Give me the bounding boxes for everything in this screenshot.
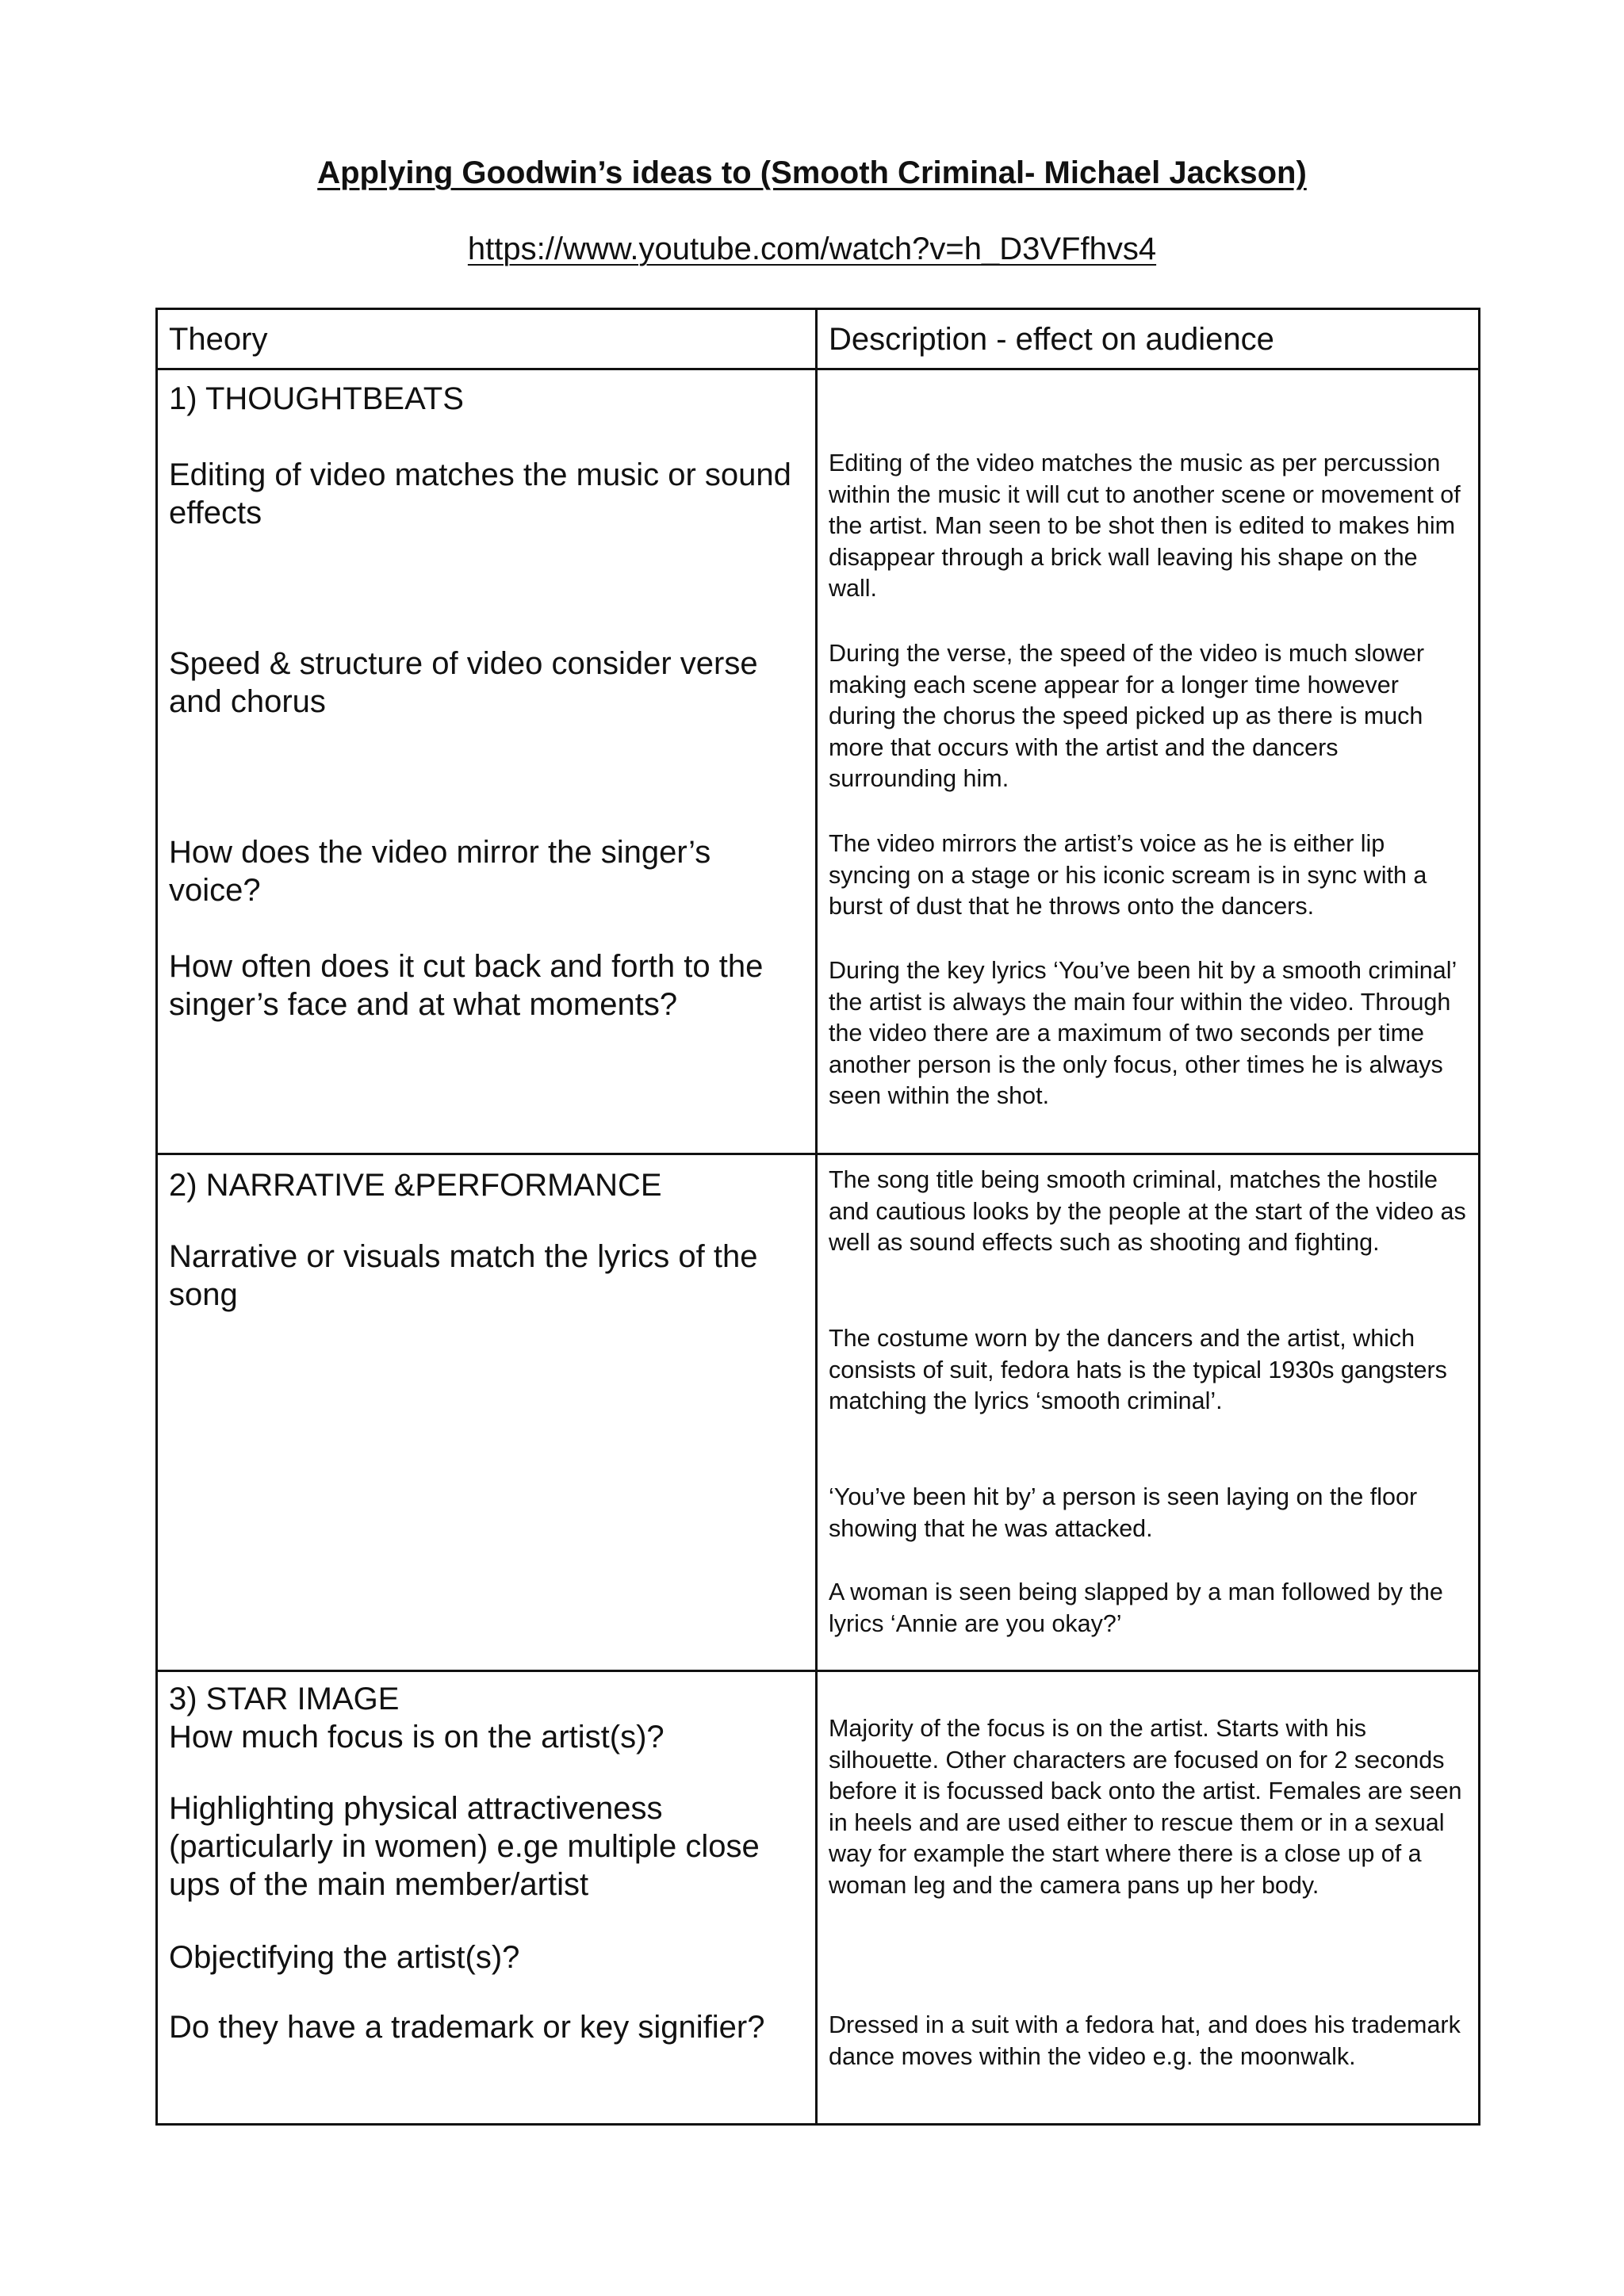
goodwin-analysis-table (155, 308, 1480, 2126)
table-row-thoughtbeats (157, 369, 1480, 1154)
description-paragraph: A woman is seen being slapped by a man followed by the lyrics ‘Annie are you okay?’ (829, 1578, 1443, 1637)
description-paragraph: The video mirrors the artist’s voice as he is either lip syncing on a stage or his iconic scream is in sync with a burst of dust that he throws onto the dancers. (829, 830, 1427, 920)
theory-heading: 2) NARRATIVE &PERFORMANCE (169, 1168, 662, 1203)
description-paragraph: During the key lyrics ‘You’ve been hit by a smooth criminal’ the artist is always the main four within the video. Through the video there are a maximum of two seconds per time another person is the only focus, other times he is always seen within the shot. (829, 957, 1457, 1109)
theory-heading: 3) STAR IMAGE (169, 1682, 400, 1716)
theory-point: How often does it cut back and forth to the singer’s face and at what moments? (169, 949, 764, 1022)
description-cell (817, 1154, 1480, 1671)
theory-point: Narrative or visuals match the lyrics of the song (169, 1239, 758, 1312)
theory-cell (157, 1154, 817, 1671)
theory-point: Speed & structure of video consider verse and chorus (169, 646, 758, 719)
description-paragraph: The song title being smooth criminal, matches the hostile and cautious looks by the people at the start of the video as well as sound effects such as shooting and fighting. (829, 1166, 1466, 1256)
header-description: Description - effect on audience (817, 309, 1480, 369)
theory-point: Editing of video matches the music or sound effects (169, 457, 791, 530)
theory-point: Do they have a trademark or key signifier? (169, 2010, 765, 2045)
table-header-row (157, 309, 1480, 369)
description-paragraph: ‘You’ve been hit by’ a person is seen laying on the floor showing that he was attacked. (829, 1483, 1418, 1542)
table-row-narrative-performance (157, 1154, 1480, 1671)
theory-point: How does the video mirror the singer’s voice? (169, 835, 711, 908)
description-paragraph: During the verse, the speed of the video is much slower making each scene appear for a longer time however during the chorus the speed picked up as there is much more that occurs with the artist and the dancers surrounding him. (829, 640, 1425, 792)
theory-point: Objectifying the artist(s)? (169, 1940, 520, 1975)
theory-cell (157, 1671, 817, 2125)
description-paragraph: Dressed in a suit with a fedora hat, and does his trademark dance moves within the video e.g. the moonwalk. (829, 2011, 1461, 2070)
theory-point: Highlighting physical attractiveness (particularly in women) e.ge multiple close ups of the main member/artist (169, 1791, 760, 1902)
description-cell (817, 369, 1480, 1154)
theory-cell (157, 369, 817, 1154)
header-theory: Theory (157, 309, 817, 369)
description-paragraph: The costume worn by the dancers and the artist, which consists of suit, fedora hats is the typical 1930s gangsters matching the lyrics ‘smooth criminal’. (829, 1325, 1447, 1414)
document-title: Applying Goodwin’s ideas to (Smooth Criminal- Michael Jackson) (317, 155, 1307, 190)
table-row-star-image (157, 1671, 1480, 2125)
theory-point: How much focus is on the artist(s)? (169, 1720, 665, 1755)
video-link[interactable]: https://www.youtube.com/watch?v=h_D3VFfhvs4 (467, 232, 1157, 266)
theory-heading: 1) THOUGHTBEATS (169, 381, 464, 416)
description-paragraph: Majority of the focus is on the artist. Starts with his silhouette. Other characters are focused on for 2 seconds before it is focussed back onto the artist. Females are seen in heels and are used either to rescue them or in a sexual way for example the start where there is a close up of a woman leg and the camera pans up her body. (829, 1715, 1462, 1899)
description-paragraph: Editing of the video matches the music as per percussion within the music it will cut to another scene or movement of the artist. Man seen to be shot then is edited to makes him disappear through a brick wall leaving his shape on the wall. (829, 450, 1461, 602)
description-cell (817, 1671, 1480, 2125)
